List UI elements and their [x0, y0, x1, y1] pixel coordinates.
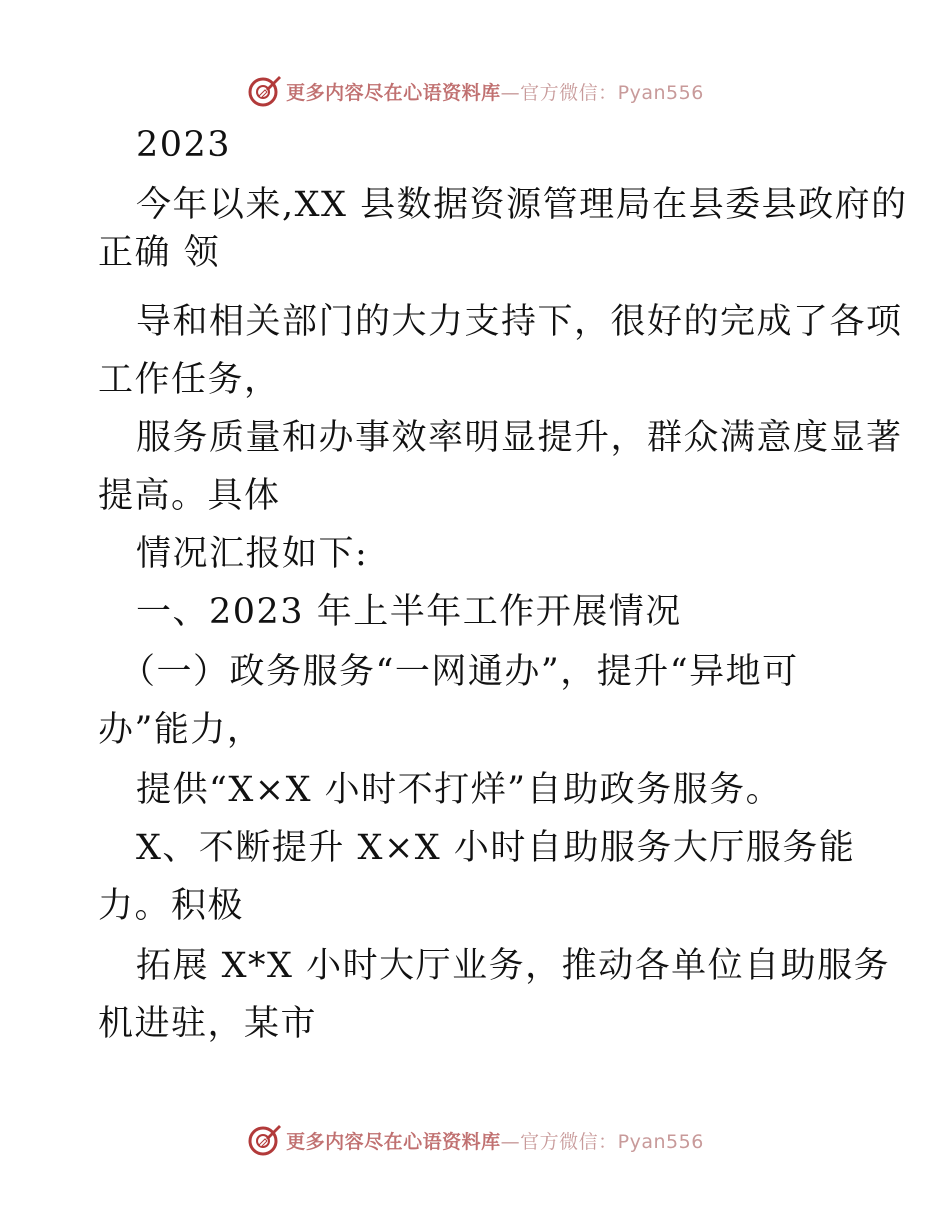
text-line: 服务质量和办事效率明显提升，群众满意度显著 — [136, 418, 903, 458]
text-line: 情况汇报如下: — [136, 534, 369, 574]
section-heading: 一、2023 年上半年工作开展情况 — [136, 592, 682, 632]
text-line: 正确 领 — [98, 233, 221, 273]
text-line: 导和相关部门的大力支持下，很好的完成了各项 — [136, 302, 903, 342]
text-line: 2023 — [136, 125, 232, 165]
pen-logo-icon — [246, 1122, 282, 1158]
watermark-wechat-text: 官方微信：Pyan556 — [520, 1130, 704, 1153]
watermark-dash: — — [500, 1130, 521, 1153]
watermark-dash: — — [500, 81, 521, 104]
text-line: 提供“X×X 小时不打烊”自助政务服务。 — [136, 770, 783, 810]
watermark-wechat-text: 官方微信：Pyan556 — [520, 81, 704, 104]
text-line: 工作任务， — [98, 360, 281, 400]
watermark-site-text: 更多内容尽在心语资料库 — [286, 1130, 501, 1153]
text-line: 机进驻，某市 — [98, 1004, 318, 1044]
text-line: 今年以来,XX 县数据资源管理局在县委县政府的 — [136, 185, 908, 225]
text-line: 拓展 X*X 小时大厅业务，推动各单位自助服务 — [136, 946, 891, 986]
watermark-site-text: 更多内容尽在心语资料库 — [286, 81, 501, 104]
text-line: 提高。具体 — [98, 476, 281, 516]
text-line: X、不断提升 X×X 小时自助服务大厅服务能 — [136, 828, 856, 868]
text-line: 办”能力， — [98, 710, 264, 750]
footer-watermark — [0, 1120, 950, 1160]
subsection-heading: （一）政务服务“一网通办”，提升“异地可 — [120, 652, 799, 692]
text-line: 力。积极 — [98, 886, 245, 926]
